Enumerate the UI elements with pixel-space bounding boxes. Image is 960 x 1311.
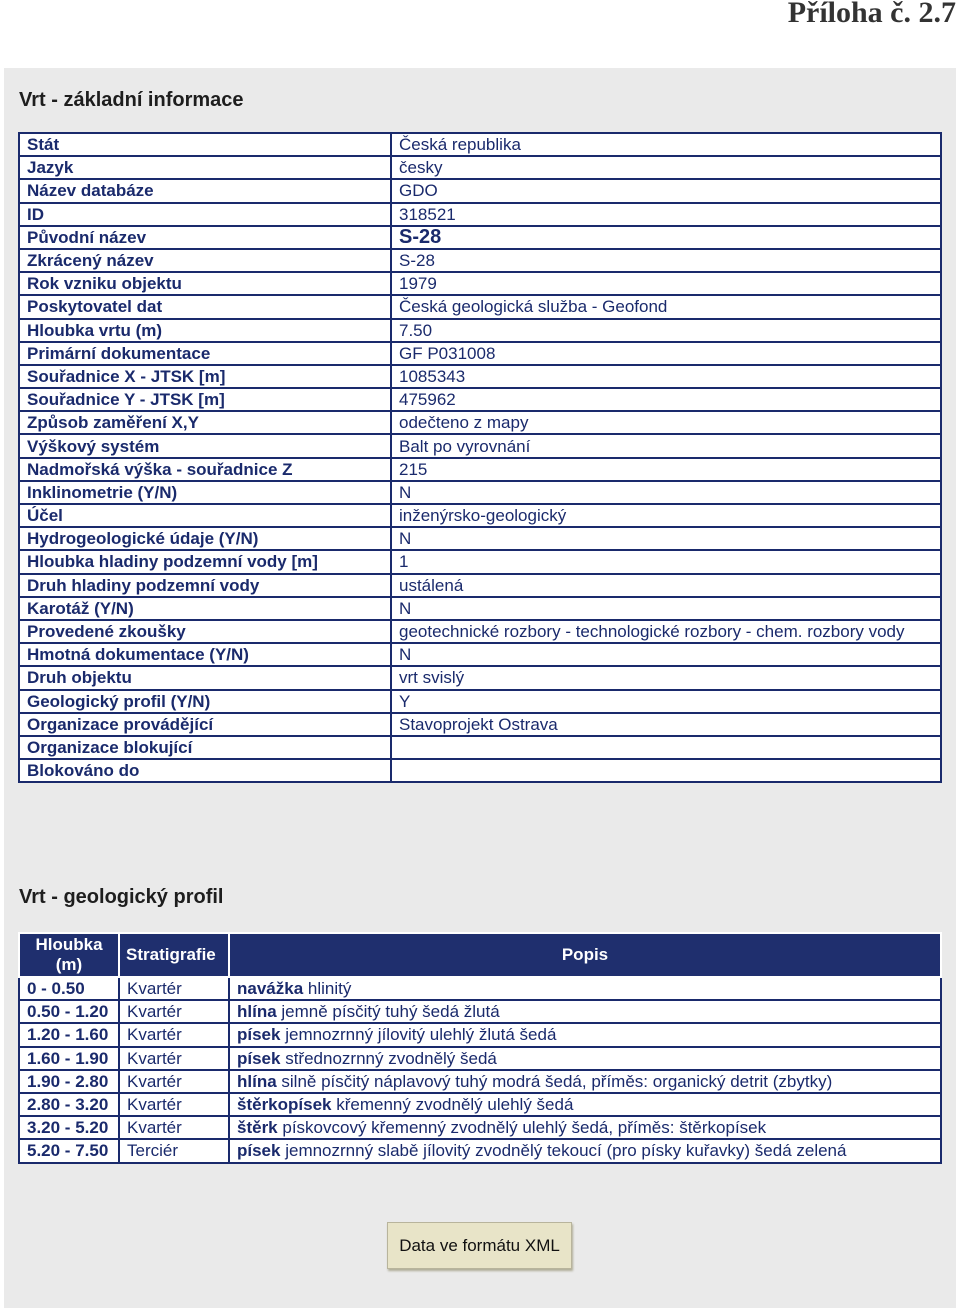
profile-stratigraphy: Kvartér (119, 1093, 229, 1116)
profile-row (19, 1093, 941, 1116)
profile-term: písek (237, 1048, 281, 1068)
info-value: 475962 (391, 388, 941, 411)
profile-term: písek (237, 1141, 281, 1161)
profile-stratigraphy: Terciér (119, 1139, 229, 1162)
info-label: Druh hladiny podzemní vody (19, 574, 391, 597)
info-row (19, 133, 941, 156)
profile-depth: 0 - 0.50 (19, 977, 119, 1000)
info-value: N (391, 643, 941, 666)
info-row (19, 434, 941, 457)
info-label: Inklinometrie (Y/N) (19, 481, 391, 504)
profile-depth: 3.20 - 5.20 (19, 1116, 119, 1139)
profile-desc-text: střednozrnný zvodnělý šedá (280, 1048, 497, 1068)
info-label: Hmotná dokumentace (Y/N) (19, 643, 391, 666)
profile-term: hlína (237, 1071, 277, 1091)
profile-desc-text: křemenný zvodnělý ulehlý šedá (331, 1095, 574, 1115)
xml-data-button[interactable]: Data ve formátu XML (387, 1222, 572, 1269)
profile-desc-text: jemnozrnný jílovitý ulehlý žlutá šedá (280, 1025, 557, 1045)
profile-stratigraphy: Kvartér (119, 1047, 229, 1070)
profile-description (229, 1093, 941, 1116)
profile-desc-text: hlinitý (303, 979, 352, 999)
info-label: Způsob zaměření X,Y (19, 411, 391, 434)
profile-term: štěrk (237, 1118, 278, 1138)
profile-desc-text: jemnozrnný slabě jílovitý zvodnělý tekoucí (pro písky kuřavky) šedá zelená (280, 1141, 847, 1161)
info-label: Druh objektu (19, 666, 391, 689)
info-row (19, 365, 941, 388)
basic-info-title: Vrt - základní informace (19, 89, 244, 111)
info-value: 215 (391, 458, 941, 481)
profile-depth: 1.20 - 1.60 (19, 1023, 119, 1046)
profile-description (229, 1047, 941, 1070)
attachment-label: Příloha č. 2.7 (787, 0, 956, 29)
info-value: N (391, 481, 941, 504)
profile-description (229, 1023, 941, 1046)
profile-description (229, 977, 941, 1000)
info-row (19, 597, 941, 620)
profile-term: štěrkopísek (237, 1095, 332, 1115)
info-row (19, 388, 941, 411)
info-row (19, 643, 941, 666)
info-row (19, 713, 941, 736)
info-value: 1979 (391, 272, 941, 295)
profile-depth: 0.50 - 1.20 (19, 1000, 119, 1023)
info-row (19, 481, 941, 504)
info-row (19, 342, 941, 365)
info-value: inženýrsko-geologický (391, 504, 941, 527)
profile-description (229, 1070, 941, 1093)
profile-row (19, 1139, 941, 1162)
info-row (19, 666, 941, 689)
profile-depth: 2.80 - 3.20 (19, 1093, 119, 1116)
info-label: Stát (19, 133, 391, 156)
info-value (391, 736, 941, 759)
depth-header-line1: Hloubka (35, 935, 103, 954)
info-label: Hloubka vrtu (m) (19, 319, 391, 342)
info-row (19, 226, 941, 249)
info-label: Rok vzniku objektu (19, 272, 391, 295)
info-value (391, 759, 941, 782)
info-value: vrt svislý (391, 666, 941, 689)
geo-profile-header-row (19, 933, 941, 977)
info-label: Geologický profil (Y/N) (19, 690, 391, 713)
info-label: Provedené zkoušky (19, 620, 391, 643)
info-value: 318521 (391, 203, 941, 226)
info-value: Y (391, 690, 941, 713)
profile-term: navážka (237, 979, 304, 999)
depth-header-line2: (m) (55, 955, 83, 974)
profile-desc-text: pískovcový křemenný zvodnělý ulehlý šedá, příměs: štěrkopísek (277, 1118, 767, 1138)
info-label: Hydrogeologické údaje (Y/N) (19, 527, 391, 550)
info-row (19, 156, 941, 179)
profile-row (19, 977, 941, 1000)
info-value: S-28 (391, 249, 941, 272)
info-label: Organizace blokující (19, 736, 391, 759)
profile-row (19, 1023, 941, 1046)
info-row (19, 249, 941, 272)
profile-stratigraphy: Kvartér (119, 977, 229, 1000)
info-label: Jazyk (19, 156, 391, 179)
info-value: GF P031008 (391, 342, 941, 365)
info-row (19, 574, 941, 597)
profile-desc-text: jemně písčitý tuhý šedá žlutá (276, 1002, 500, 1022)
profile-row (19, 1116, 941, 1139)
info-label: Poskytovatel dat (19, 295, 391, 318)
profile-row (19, 1000, 941, 1023)
info-label: Karotáž (Y/N) (19, 597, 391, 620)
info-value: česky (391, 156, 941, 179)
info-value: N (391, 527, 941, 550)
geo-profile-title: Vrt - geologický profil (19, 886, 224, 908)
profile-stratigraphy: Kvartér (119, 1116, 229, 1139)
info-label: Hloubka hladiny podzemní vody [m] (19, 550, 391, 573)
info-value: Balt po vyrovnání (391, 434, 941, 457)
info-label: Blokováno do (19, 759, 391, 782)
info-row (19, 550, 941, 573)
profile-stratigraphy: Kvartér (119, 1023, 229, 1046)
description-header: Popis (229, 933, 941, 977)
info-label: Původní název (19, 226, 391, 249)
profile-description (229, 1116, 941, 1139)
info-row (19, 527, 941, 550)
profile-term: hlína (237, 1002, 277, 1022)
info-value: Stavoprojekt Ostrava (391, 713, 941, 736)
profile-description (229, 1139, 941, 1162)
info-value: Česká republika (391, 133, 941, 156)
info-row (19, 319, 941, 342)
info-row (19, 690, 941, 713)
info-value: 1085343 (391, 365, 941, 388)
profile-depth: 5.20 - 7.50 (19, 1139, 119, 1162)
info-value: 1 (391, 550, 941, 573)
info-row (19, 179, 941, 202)
info-label: Nadmořská výška - souřadnice Z (19, 458, 391, 481)
info-label: ID (19, 203, 391, 226)
info-label: Zkrácený název (19, 249, 391, 272)
profile-depth: 1.60 - 1.90 (19, 1047, 119, 1070)
profile-desc-text: silně písčitý náplavový tuhý modrá šedá, příměs: organický detrit (zbytky) (276, 1071, 833, 1091)
info-row (19, 272, 941, 295)
info-label: Organizace provádějící (19, 713, 391, 736)
info-label: Souřadnice X - JTSK [m] (19, 365, 391, 388)
info-row (19, 620, 941, 643)
profile-description (229, 1000, 941, 1023)
geo-profile-table (18, 932, 942, 1164)
info-value: odečteno z mapy (391, 411, 941, 434)
info-value: N (391, 597, 941, 620)
info-row (19, 295, 941, 318)
info-label: Název databáze (19, 179, 391, 202)
info-value: S-28 (391, 226, 941, 249)
info-label: Souřadnice Y - JTSK [m] (19, 388, 391, 411)
info-row (19, 736, 941, 759)
stratigraphy-header: Stratigrafie (119, 933, 229, 977)
info-label: Primární dokumentace (19, 342, 391, 365)
info-row (19, 458, 941, 481)
basic-info-table (18, 132, 942, 783)
profile-term: písek (237, 1025, 281, 1045)
info-value: Česká geologická služba - Geofond (391, 295, 941, 318)
info-value: 7.50 (391, 319, 941, 342)
profile-stratigraphy: Kvartér (119, 1070, 229, 1093)
info-row (19, 759, 941, 782)
info-value: ustálená (391, 574, 941, 597)
info-row (19, 504, 941, 527)
info-row (19, 203, 941, 226)
info-label: Výškový systém (19, 434, 391, 457)
info-label: Účel (19, 504, 391, 527)
profile-row (19, 1070, 941, 1093)
info-row (19, 411, 941, 434)
profile-row (19, 1047, 941, 1070)
info-value: geotechnické rozbory - technologické rozbory - chem. rozbory vody (391, 620, 941, 643)
profile-depth: 1.90 - 2.80 (19, 1070, 119, 1093)
depth-header (19, 933, 119, 977)
profile-stratigraphy: Kvartér (119, 1000, 229, 1023)
info-value: GDO (391, 179, 941, 202)
